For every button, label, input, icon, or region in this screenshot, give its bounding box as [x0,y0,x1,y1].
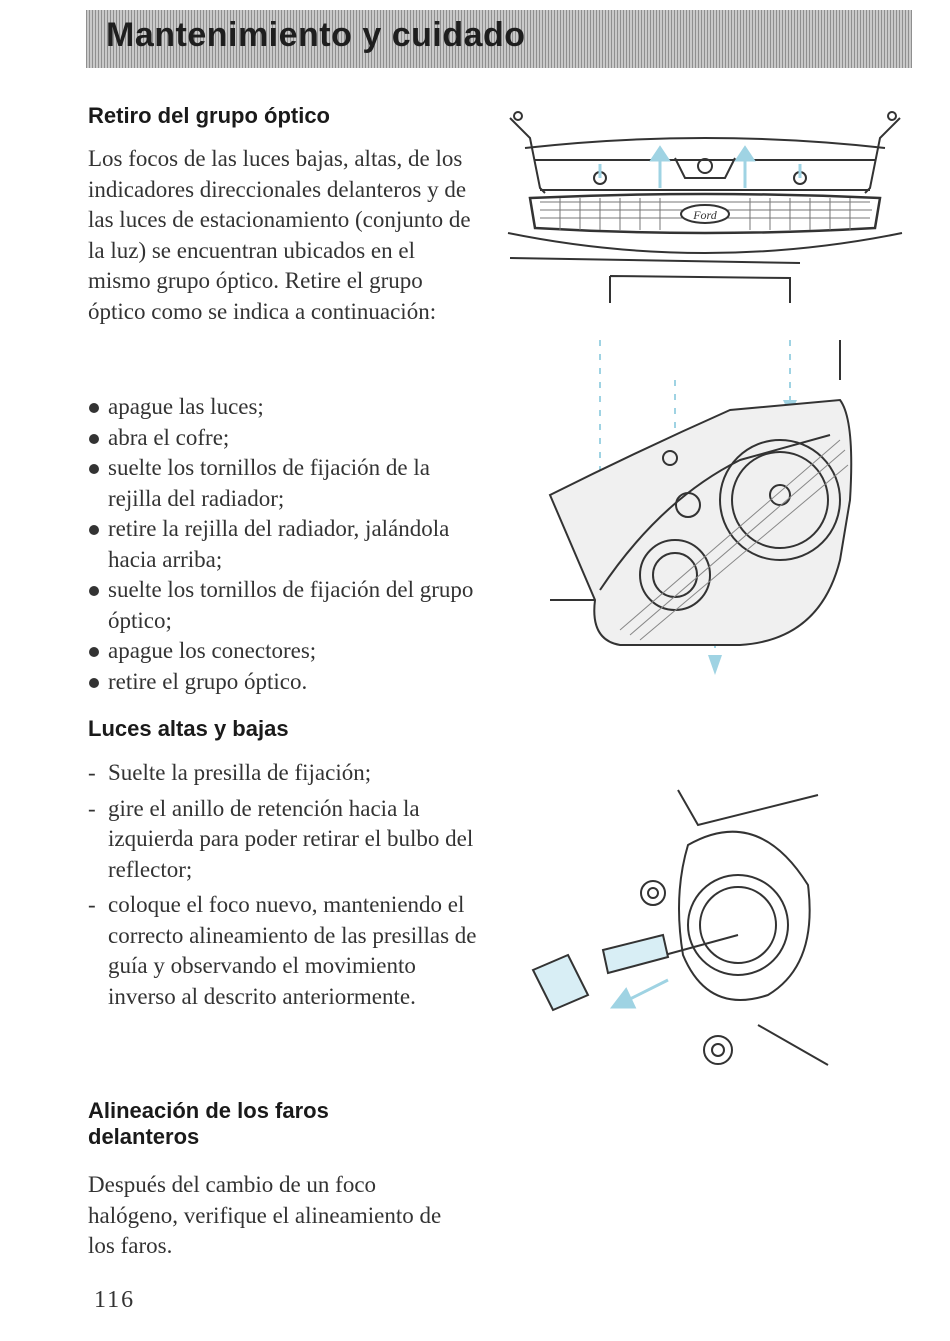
list-item: retire el grupo óptico. [88,667,483,698]
removal-text: Los focos de las luces bajas, altas, de los indicadores direccionales delanteros y de las luces de estacionamiento (conjunto de la luz) se encuentran ubicados en el mismo grupo óptico. Retire el grupo óptico como se indica a continuación: [88,146,471,324]
alignment-text: Después del cambio de un foco halógeno, verifique el alineamiento de los faros. [88,1172,442,1258]
beam-steps [88,758,483,1017]
removal-steps [88,392,483,697]
removal-paragraph [88,144,483,327]
list-item: suelte los tornillos de fijación del grupo óptico; [88,575,483,636]
page-number: 116 [94,1287,136,1313]
list-item: apague los conectores; [88,636,483,667]
list-item: - gire el anillo de retención hacia la izquierda para poder retirar el bulbo del reflector; [88,794,483,886]
list-item: - Suelte la presilla de fijación; [88,758,483,789]
bulb-replacement-illustration [508,785,838,1085]
list-item: suelte los tornillos de fijación de la rejilla del radiador; [88,453,483,514]
list-item: abra el cofre; [88,423,483,454]
heading-alignment: Alineación de los faros delanteros [88,1098,329,1149]
page-title: Mantenimiento y cuidado [106,16,526,54]
heading-removal: Retiro del grupo óptico [88,103,330,128]
logo-text: Ford [693,208,717,222]
list-item: retire la rejilla del radiador, jalándola hacia arriba; [88,514,483,575]
list-item: apague las luces; [88,392,483,423]
headlamp-illustration [540,340,860,680]
grille-illustration [500,98,910,313]
alignment-paragraph [88,1170,448,1262]
heading-beams: Luces altas y bajas [88,716,289,741]
list-item: - coloque el foco nuevo, manteniendo el correcto alineamiento de las presillas de guía y observando el movimiento inverso al descrito anteriormente. [88,890,483,1012]
